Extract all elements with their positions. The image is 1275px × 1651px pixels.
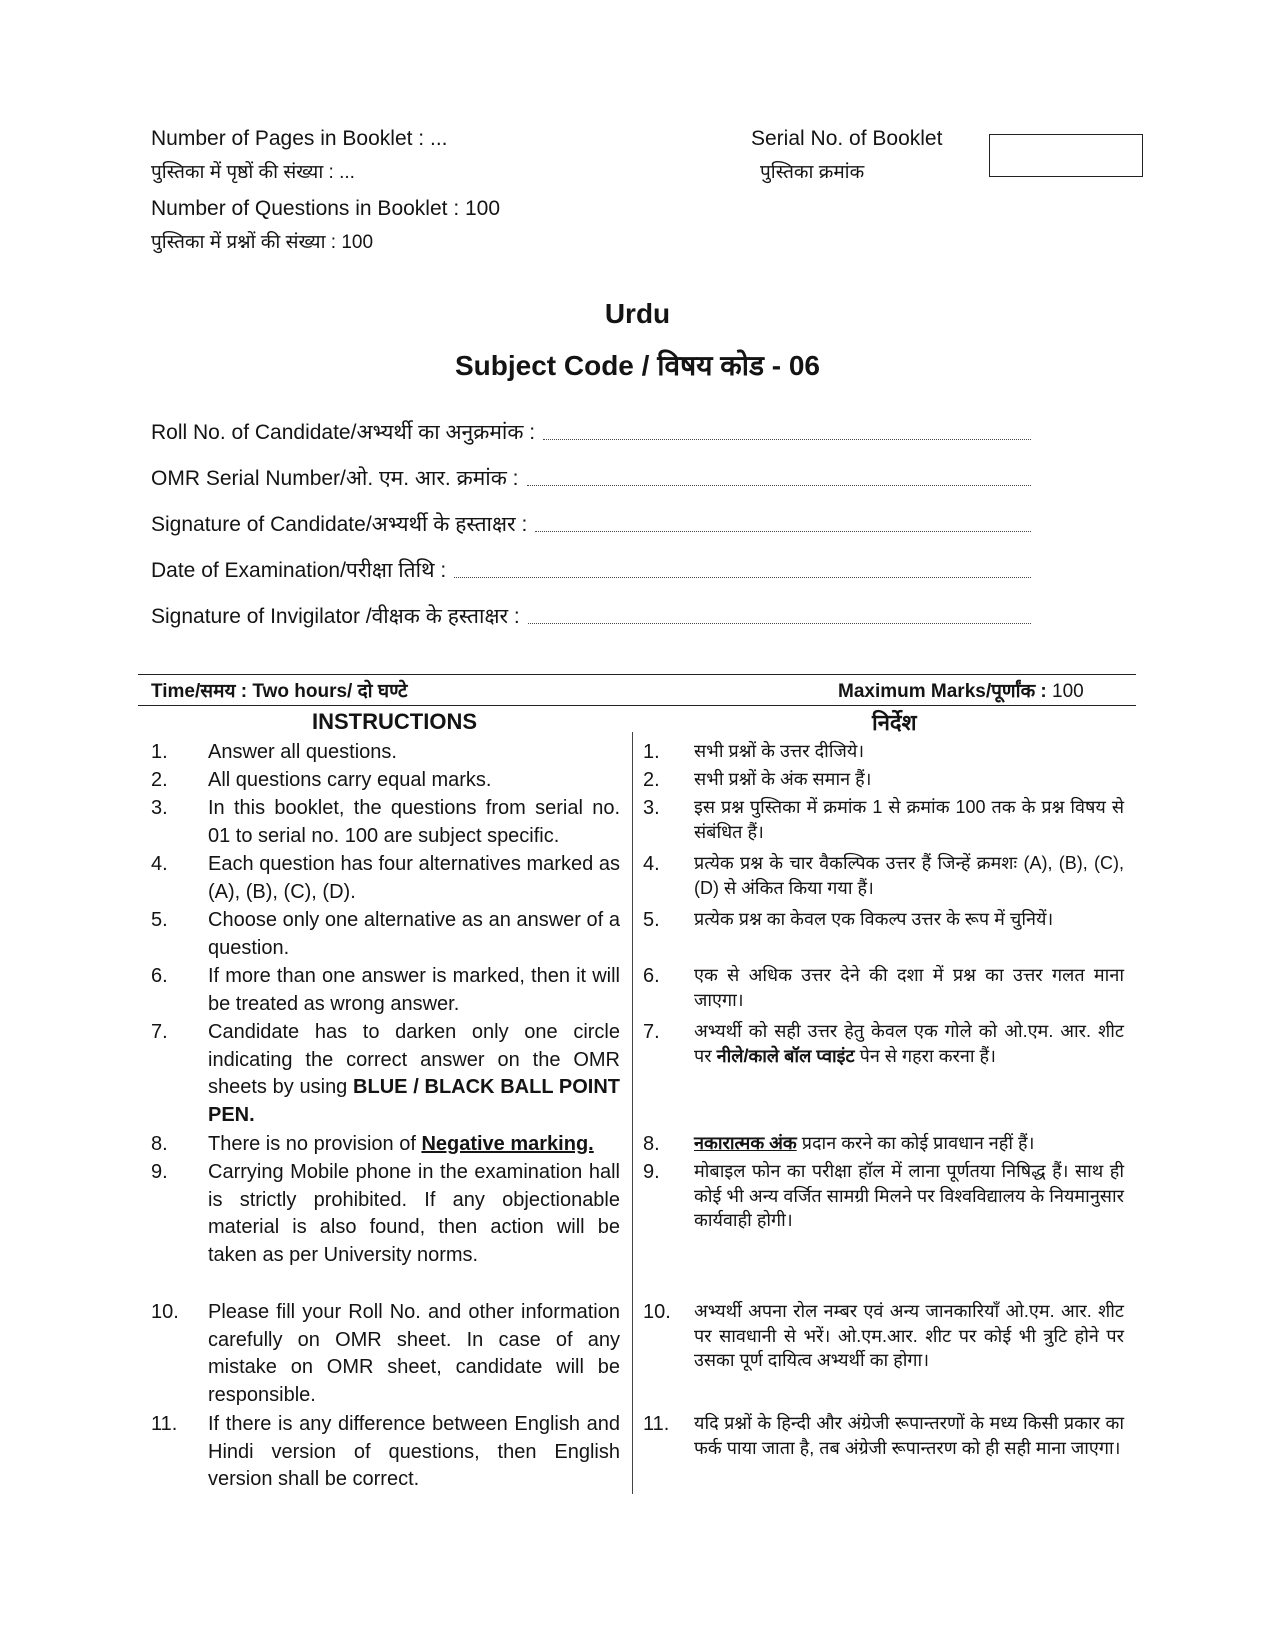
roll-no-field[interactable] bbox=[151, 420, 1031, 446]
omr-serial-line[interactable] bbox=[527, 484, 1031, 486]
instructions-heading-en: INSTRUCTIONS bbox=[312, 709, 477, 734]
pages-count-en: Number of Pages in Booklet : ... bbox=[151, 127, 448, 150]
item-number-hi: 10. bbox=[643, 1301, 671, 1323]
instruction-hi bbox=[694, 1019, 1124, 1068]
instruction-en: If more than one answer is marked, then it will be treated as wrong answer. bbox=[208, 965, 620, 1015]
item-number-hi: 4. bbox=[643, 853, 660, 875]
serial-label-en: Serial No. of Booklet bbox=[751, 127, 943, 150]
instruction-hi: एक से अधिक उत्तर देने की दशा में प्रश्न का उत्तर गलत माना जाएगा। bbox=[694, 965, 1124, 1010]
pen-type-emphasis: BLUE / BLACK BALL POINT PEN. bbox=[208, 1076, 621, 1126]
instruction-text: Candidate has to darken only one circle indicating the correct answer on the OMR sheets by using bbox=[208, 1021, 620, 1099]
item-number-en: 8. bbox=[151, 1133, 168, 1155]
instruction-hi: इस प्रश्न पुस्तिका में क्रमांक 1 से क्रमांक 100 तक के प्रश्न विषय से संबंधित हैं। bbox=[694, 797, 1124, 842]
column-divider bbox=[632, 732, 633, 1494]
subject-title: Urdu bbox=[604, 298, 671, 329]
instruction-text: There is no provision of bbox=[208, 1133, 422, 1155]
item-number-en: 3. bbox=[151, 797, 168, 819]
instruction-hi: अभ्यर्थी अपना रोल नम्बर एवं अन्य जानकारियाँ ओ.एम. आर. शीट पर सावधानी से भरें। ओ.एम.आर. शीट पर कोई भी त्रुटि होने पर उसका पूर्ण दायित्व अभ्यर्थी का होगा। bbox=[694, 1301, 1124, 1370]
item-number-hi: 5. bbox=[643, 909, 660, 931]
invigilator-signature-label: Signature of Invigilator /वीक्षक के हस्ताक्षर : bbox=[151, 605, 520, 628]
item-number-hi: 6. bbox=[643, 965, 660, 987]
roll-no-label: Roll No. of Candidate/अभ्यर्थी का अनुक्रमांक : bbox=[151, 421, 536, 444]
omr-serial-field[interactable] bbox=[151, 466, 1031, 492]
exam-date-label: Date of Examination/परीक्षा तिथि : bbox=[151, 559, 447, 582]
divider-bottom bbox=[138, 705, 1136, 706]
instruction-en: In this booklet, the questions from serial no. 01 to serial no. 100 are subject specific. bbox=[208, 797, 620, 847]
max-marks-label: Maximum Marks/पूर्णांक : bbox=[838, 681, 1047, 702]
item-number-en: 11. bbox=[151, 1413, 178, 1435]
instruction-en: Answer all questions. bbox=[208, 741, 397, 763]
item-number-hi: 1. bbox=[643, 741, 660, 763]
omr-serial-label: OMR Serial Number/ओ. एम. आर. क्रमांक : bbox=[151, 467, 519, 490]
instruction-hi: सभी प्रश्नों के अंक समान हैं। bbox=[694, 769, 872, 789]
max-marks bbox=[838, 677, 1084, 703]
instruction-text: पेन से गहरा करना हैं। bbox=[854, 1045, 996, 1066]
instruction-hi: प्रत्येक प्रश्न के चार वैकल्पिक उत्तर हैं जिन्हें क्रमशः (A), (B), (C), (D) से अंकित किया गया हैं। bbox=[694, 853, 1124, 898]
invigilator-signature-line[interactable] bbox=[528, 622, 1031, 624]
subject-code: Subject Code / विषय कोड - 06 bbox=[454, 350, 821, 381]
item-number-hi: 11. bbox=[643, 1413, 670, 1435]
pen-type-emphasis-hi: नीले/काले बॉल प्वाइंट bbox=[716, 1045, 855, 1066]
item-number-en: 7. bbox=[151, 1021, 168, 1043]
instruction-en: If there is any difference between English and Hindi version of questions, then English version shall be correct. bbox=[208, 1413, 620, 1491]
max-marks-value: 100 bbox=[1052, 681, 1084, 702]
item-number-hi: 2. bbox=[643, 769, 660, 791]
instruction-hi: सभी प्रश्नों के उत्तर दीजिये। bbox=[694, 741, 865, 761]
instruction-en: Each question has four alternatives marked as (A), (B), (C), (D). bbox=[208, 853, 620, 903]
item-number-en: 5. bbox=[151, 909, 168, 931]
item-number-en: 9. bbox=[151, 1161, 168, 1183]
candidate-signature-line[interactable] bbox=[535, 530, 1031, 532]
instruction-en bbox=[208, 1019, 620, 1129]
instruction-en: Carrying Mobile phone in the examination hall is strictly prohibited. If any objectionable material is also found, then action will be taken as per University norms. bbox=[208, 1161, 620, 1266]
serial-number-box[interactable] bbox=[989, 134, 1143, 177]
instruction-hi: मोबाइल फोन का परीक्षा हॉल में लाना पूर्णतया निषिद्ध हैं। साथ ही कोई भी अन्य वर्जित सामग्री मिलने पर विश्वविद्यालय के नियमानुसार कार्यवाही होगी। bbox=[694, 1161, 1124, 1230]
serial-label-hi: पुस्तिका क्रमांक bbox=[760, 162, 865, 183]
item-number-en: 2. bbox=[151, 769, 168, 791]
item-number-hi: 8. bbox=[643, 1133, 660, 1155]
pages-count-hi: पुस्तिका में पृष्ठों की संख्या : ... bbox=[151, 162, 355, 183]
instruction-en: All questions carry equal marks. bbox=[208, 769, 492, 791]
item-number-en: 6. bbox=[151, 965, 168, 987]
instruction-en bbox=[208, 1131, 620, 1159]
exam-date-field[interactable] bbox=[151, 558, 1031, 584]
divider-top bbox=[138, 674, 1136, 675]
instruction-text: अभ्यर्थी को सही उत्तर हेतु केवल एक गोले को ओ.एम. आर. शीट पर bbox=[694, 1021, 1124, 1066]
instruction-hi: प्रत्येक प्रश्न का केवल एक विकल्प उत्तर के रूप में चुनियें। bbox=[694, 909, 1054, 929]
item-number-en: 10. bbox=[151, 1301, 179, 1323]
item-number-hi: 9. bbox=[643, 1161, 660, 1183]
item-number-en: 4. bbox=[151, 853, 168, 875]
instruction-hi: यदि प्रश्नों के हिन्दी और अंग्रेजी रूपान्तरणों के मध्य किसी प्रकार का फर्क पाया जाता है, तब अंग्रेजी रूपान्तरण को ही सही माना जाएगा। bbox=[694, 1413, 1124, 1458]
time-info: Time/समय : Two hours/ दो घण्टे bbox=[151, 681, 408, 702]
questions-count-en: Number of Questions in Booklet : 100 bbox=[151, 197, 501, 220]
instruction-en: Please fill your Roll No. and other information carefully on OMR sheet. In case of any mistake on OMR sheet, candidate will be responsible. bbox=[208, 1301, 620, 1406]
negative-marking-emphasis: Negative marking. bbox=[421, 1133, 594, 1155]
instruction-en: Choose only one alternative as an answer of a question. bbox=[208, 909, 620, 959]
instruction-text: प्रदान करने का कोई प्रावधान नहीं हैं। bbox=[796, 1133, 1035, 1153]
item-number-hi: 7. bbox=[643, 1021, 660, 1043]
candidate-signature-label: Signature of Candidate/अभ्यर्थी के हस्ताक्षर : bbox=[151, 513, 528, 536]
item-number-en: 1. bbox=[151, 741, 168, 763]
candidate-signature-field[interactable] bbox=[151, 512, 1031, 538]
questions-count-hi: पुस्तिका में प्रश्नों की संख्या : 100 bbox=[151, 232, 374, 253]
roll-no-line[interactable] bbox=[543, 438, 1031, 440]
item-number-hi: 3. bbox=[643, 797, 660, 819]
instruction-hi bbox=[694, 1131, 1124, 1156]
exam-date-line[interactable] bbox=[454, 576, 1031, 578]
instructions-heading-hi: निर्देश bbox=[872, 710, 917, 735]
invigilator-signature-field[interactable] bbox=[151, 604, 1031, 630]
negative-marking-emphasis-hi: नकारात्मक अंक bbox=[694, 1133, 797, 1153]
